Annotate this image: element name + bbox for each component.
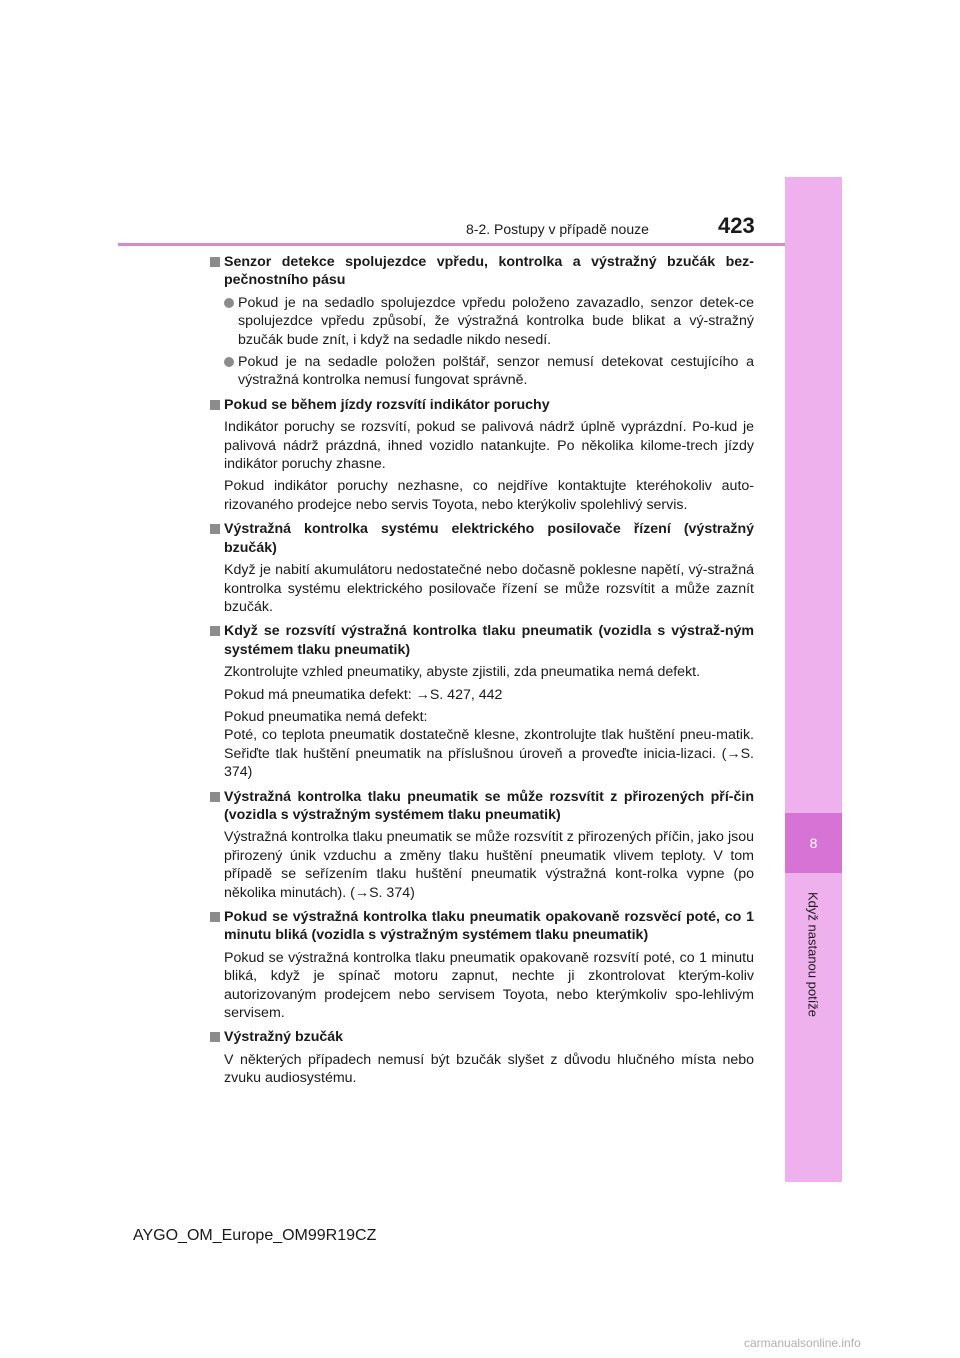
note-paragraph: Pokud má pneumatika defekt: →S. 427, 442 <box>224 686 503 703</box>
note-heading: Senzor detekce spolujezdce vpředu, kontrolka a výstražný bzučák bez-pečnostního pásu <box>224 254 754 289</box>
circle-bullet-icon <box>224 298 234 308</box>
note-paragraph: Když je nabití akumulátoru nedostatečné nebo dočasně poklesne napětí, vý-stražná kontrolka systému elektrického posilovače řízení se může rozsvítit a může zaznít bzučák. <box>224 562 754 615</box>
note-item <box>210 622 754 781</box>
note-heading: Výstražná kontrolka systému elektrického posilovače řízení (výstražný bzučák) <box>224 521 754 556</box>
note-heading: Výstražný bzučák <box>224 1029 344 1046</box>
note-paragraph: Pokud indikátor poruchy nezhasne, co nejdříve kontaktujte kteréhokoliv auto-rizovaného prodejce nebo servis Toyota, nebo kterýkoliv spolehlivý servis. <box>224 478 754 513</box>
note-heading: Pokud se během jízdy rozsvítí indikátor poruchy <box>224 396 550 413</box>
watermark: carmanualsonline.info <box>744 1336 861 1350</box>
note-heading: Pokud se výstražná kontrolka tlaku pneumatik opakovaně rozsvěcí poté, co 1 minutu bliká (vozidla s výstražným systémem tlaku pneumatik) <box>224 909 754 944</box>
square-bullet-icon <box>210 626 220 636</box>
note-heading: Výstražná kontrolka tlaku pneumatik se může rozsvítit z přirozených pří-čin (vozidla s výstražným systémem tlaku pneumatik) <box>224 788 754 823</box>
chapter-title: Když nastanou potíže <box>805 892 821 1018</box>
bullet-text: Pokud je na sedadle položen polštář, senzor nemusí detekovat cestujícího a výstražná kontrolka nemusí fungovat správně. <box>238 354 754 389</box>
bullet-point <box>224 294 754 349</box>
chapter-side-tab <box>785 177 842 1182</box>
chapter-title-tab <box>798 880 828 1030</box>
bullet-text: Pokud je na sedadlo spolujezdce vpředu položeno zavazadlo, senzor detek-ce spolujezdce vpředu způsobí, že výstražná kontrolka bude blikat a vý-stražný bzučák bude znít, i když na sedadle nikdo nesedí. <box>238 294 754 348</box>
note-item <box>210 253 754 390</box>
square-bullet-icon <box>210 1032 220 1042</box>
note-paragraph: Pokud pneumatika nemá defekt: Poté, co teplota pneumatik dostatečně klesne, zkontrolujte tlak huštění pneu-matik. Seřiďte tlak huštění pneumatik na příslušnou úroveň a proveďte inicia-lizaci. (→S. 374) <box>224 708 754 781</box>
bullet-point <box>224 353 754 390</box>
chapter-number-tab <box>785 813 842 873</box>
note-paragraph: Pokud se výstražná kontrolka tlaku pneumatik opakovaně rozsvítí poté, co 1 minutu bliká, když je spínač motoru zapnut, nechte ji zkontrolovat kterým-koliv autorizovaným prodejcem nebo servisem Toyota, nebo kterýmkoliv spo-lehlivým servisem. <box>224 949 754 1022</box>
note-paragraph: Výstražná kontrolka tlaku pneumatik se může rozsvítit z přirozených příčin, jako jsou přirozený únik vzduchu a změny tlaku huštění pneumatik vlivem teploty. V tom případě se seřízením tlaku huštění pneumatik výstražná kont-rolka vypne (po několika minutách). (→S. 374) <box>224 829 754 901</box>
note-paragraph: Zkontrolujte vzhled pneumatiky, abyste zjistili, zda pneumatika nemá defekt. <box>224 664 701 681</box>
page-number: 423 <box>718 213 755 238</box>
note-item <box>210 908 754 1022</box>
footer-doc-code: AYGO_OM_Europe_OM99R19CZ <box>133 1227 377 1244</box>
note-heading: Když se rozsvítí výstražná kontrolka tlaku pneumatik (vozidla s výstraž-ným systémem tlaku pneumatik) <box>224 623 754 658</box>
section-title: 8-2. Postupy v případě nouze <box>466 221 649 237</box>
note-item <box>210 788 754 902</box>
square-bullet-icon <box>210 257 220 267</box>
chapter-number: 8 <box>809 835 818 851</box>
note-paragraph: Indikátor poruchy se rozsvítí, pokud se palivová nádrž úplně vyprázdní. Po-kud je palivová nádrž prázdná, ihned vozidlo natankujte. Po několika kilome-trech jízdy indikátor poruchy zhasne. <box>224 419 754 473</box>
note-item <box>210 1028 754 1087</box>
note-paragraph: V některých případech nemusí být bzučák slyšet z důvodu hlučného místa nebo zvuku audiosystému. <box>224 1051 754 1087</box>
square-bullet-icon <box>210 524 220 534</box>
page-content <box>210 253 754 1094</box>
header-rule <box>118 243 785 246</box>
square-bullet-icon <box>210 792 220 802</box>
circle-bullet-icon <box>224 357 234 367</box>
square-bullet-icon <box>210 912 220 922</box>
note-item <box>210 520 754 616</box>
note-item <box>210 396 754 514</box>
square-bullet-icon <box>210 400 220 410</box>
